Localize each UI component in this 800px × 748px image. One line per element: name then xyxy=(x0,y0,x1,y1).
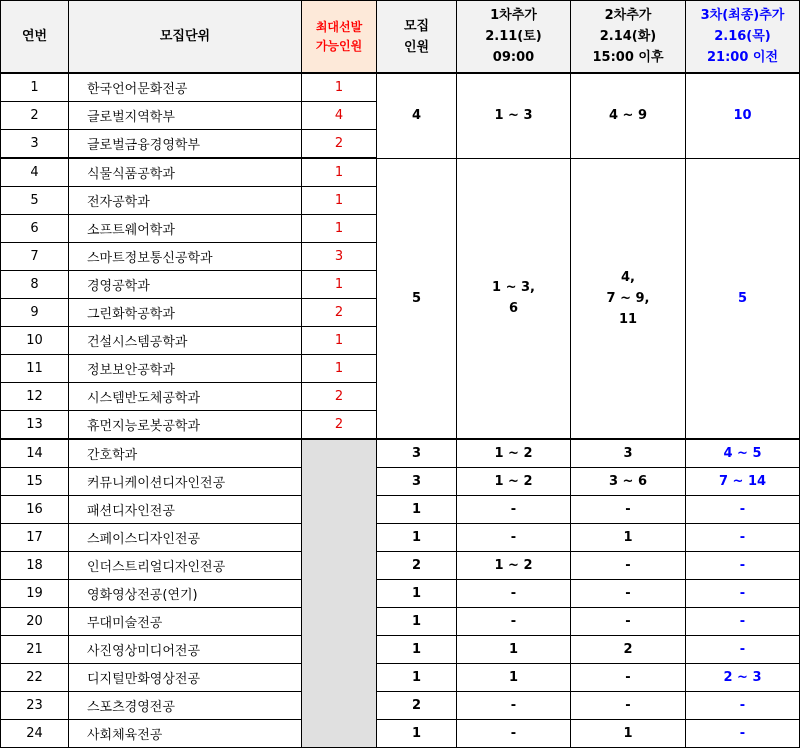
table-row xyxy=(1,158,800,187)
row-no: 11 xyxy=(1,355,69,383)
quota: 3 xyxy=(377,439,457,468)
unit-name: 그린화학공학과 xyxy=(69,299,302,327)
quota: 2 xyxy=(377,692,457,720)
max-selection: 3 xyxy=(302,243,377,271)
unit-name: 간호학과 xyxy=(69,439,302,468)
header-row xyxy=(1,1,800,74)
unit-name: 한국언어문화전공 xyxy=(69,73,302,102)
row-no: 5 xyxy=(1,187,69,215)
round2: 2 xyxy=(571,636,686,664)
max-selection: 2 xyxy=(302,411,377,440)
header-round2-line2: 2.14(화) xyxy=(599,29,657,44)
table-row xyxy=(1,608,800,636)
round1: - xyxy=(457,720,571,748)
round1: - xyxy=(457,692,571,720)
quota: 1 xyxy=(377,664,457,692)
group2-round2-line1: 4, xyxy=(621,269,635,285)
row-no: 7 xyxy=(1,243,69,271)
unit-name: 디지털만화영상전공 xyxy=(69,664,302,692)
header-max-selection xyxy=(302,1,377,74)
table-row xyxy=(1,552,800,580)
round3: - xyxy=(686,692,800,720)
group2-round2 xyxy=(571,158,686,439)
header-round2-line3: 15:00 이후 xyxy=(592,50,664,65)
unit-name: 패션디자인전공 xyxy=(69,496,302,524)
quota: 2 xyxy=(377,552,457,580)
round3: - xyxy=(686,608,800,636)
round2: 1 xyxy=(571,524,686,552)
quota: 1 xyxy=(377,580,457,608)
header-round1-line3: 09:00 xyxy=(492,50,535,65)
row-no: 10 xyxy=(1,327,69,355)
group2-quota: 5 xyxy=(377,158,457,439)
round2: - xyxy=(571,692,686,720)
header-max-line1: 최대선발 xyxy=(315,19,363,34)
round1: 1 ~ 2 xyxy=(457,468,571,496)
round3: 7 ~ 14 xyxy=(686,468,800,496)
unit-name: 스마트정보통신공학과 xyxy=(69,243,302,271)
round2: - xyxy=(571,552,686,580)
header-round3-line1: 3차(최종)추가 xyxy=(700,8,785,23)
round3: 4 ~ 5 xyxy=(686,439,800,468)
max-selection: 1 xyxy=(302,215,377,243)
round3: - xyxy=(686,720,800,748)
max-selection: 1 xyxy=(302,271,377,299)
quota: 1 xyxy=(377,608,457,636)
unit-name: 사회체육전공 xyxy=(69,720,302,748)
row-no: 4 xyxy=(1,158,69,187)
row-no: 1 xyxy=(1,73,69,102)
round1: 1 ~ 2 xyxy=(457,552,571,580)
round2: 3 xyxy=(571,439,686,468)
round1: - xyxy=(457,580,571,608)
round3: - xyxy=(686,636,800,664)
max-selection-blank xyxy=(302,439,377,748)
header-no: 연번 xyxy=(1,1,69,74)
row-no: 24 xyxy=(1,720,69,748)
unit-name: 시스템반도체공학과 xyxy=(69,383,302,411)
header-quota xyxy=(377,1,457,74)
row-no: 17 xyxy=(1,524,69,552)
round1: - xyxy=(457,608,571,636)
unit-name: 스포츠경영전공 xyxy=(69,692,302,720)
quota: 3 xyxy=(377,468,457,496)
header-round1-line1: 1차추가 xyxy=(490,8,537,23)
table-row xyxy=(1,720,800,748)
header-round1-line2: 2.11(토) xyxy=(485,29,542,44)
group1-quota: 4 xyxy=(377,73,457,158)
group1-round2: 4 ~ 9 xyxy=(571,73,686,158)
round2: - xyxy=(571,608,686,636)
unit-name: 인더스트리얼디자인전공 xyxy=(69,552,302,580)
unit-name: 식물식품공학과 xyxy=(69,158,302,187)
row-no: 16 xyxy=(1,496,69,524)
round3: - xyxy=(686,524,800,552)
row-no: 9 xyxy=(1,299,69,327)
table-row xyxy=(1,468,800,496)
max-selection: 2 xyxy=(302,130,377,159)
max-selection: 2 xyxy=(302,299,377,327)
group2-round3: 5 xyxy=(686,158,800,439)
row-no: 20 xyxy=(1,608,69,636)
header-max-line2: 가능인원 xyxy=(315,38,363,53)
unit-name: 경영공학과 xyxy=(69,271,302,299)
group2-round1 xyxy=(457,158,571,439)
unit-name: 휴먼지능로봇공학과 xyxy=(69,411,302,440)
round3: - xyxy=(686,496,800,524)
header-quota-line1: 모집 xyxy=(403,18,430,34)
group2-round1-line1: 1 ~ 3, xyxy=(492,280,535,296)
round3: 2 ~ 3 xyxy=(686,664,800,692)
max-selection: 4 xyxy=(302,102,377,130)
row-no: 8 xyxy=(1,271,69,299)
header-unit: 모집단위 xyxy=(69,1,302,74)
group2-round2-line3: 11 xyxy=(618,311,638,327)
group1-round3: 10 xyxy=(686,73,800,158)
quota: 1 xyxy=(377,636,457,664)
row-no: 2 xyxy=(1,102,69,130)
max-selection: 1 xyxy=(302,327,377,355)
round2: 1 xyxy=(571,720,686,748)
header-round1 xyxy=(457,1,571,74)
unit-name: 커뮤니케이션디자인전공 xyxy=(69,468,302,496)
unit-name: 건설시스템공학과 xyxy=(69,327,302,355)
max-selection: 1 xyxy=(302,187,377,215)
row-no: 14 xyxy=(1,439,69,468)
row-no: 12 xyxy=(1,383,69,411)
round1: 1 ~ 2 xyxy=(457,439,571,468)
table-row xyxy=(1,439,800,468)
group2-round1-line2: 6 xyxy=(508,301,519,317)
row-no: 19 xyxy=(1,580,69,608)
row-no: 15 xyxy=(1,468,69,496)
unit-name: 소프트웨어학과 xyxy=(69,215,302,243)
round2: 3 ~ 6 xyxy=(571,468,686,496)
round2: - xyxy=(571,496,686,524)
round3: - xyxy=(686,552,800,580)
round1: 1 xyxy=(457,664,571,692)
table-row xyxy=(1,496,800,524)
row-no: 6 xyxy=(1,215,69,243)
round1: - xyxy=(457,496,571,524)
unit-name: 글로벌지역학부 xyxy=(69,102,302,130)
round1: - xyxy=(457,524,571,552)
header-round2 xyxy=(571,1,686,74)
max-selection: 1 xyxy=(302,158,377,187)
table-row xyxy=(1,524,800,552)
table-row xyxy=(1,664,800,692)
header-round3 xyxy=(686,1,800,74)
group1-round1: 1 ~ 3 xyxy=(457,73,571,158)
max-selection: 1 xyxy=(302,73,377,102)
table-row xyxy=(1,580,800,608)
unit-name: 글로벌금융경영학부 xyxy=(69,130,302,159)
table-row xyxy=(1,692,800,720)
unit-name: 무대미술전공 xyxy=(69,608,302,636)
group2-round2-line2: 7 ~ 9, xyxy=(606,290,650,306)
unit-name: 정보보안공학과 xyxy=(69,355,302,383)
row-no: 3 xyxy=(1,130,69,159)
max-selection: 1 xyxy=(302,355,377,383)
header-round2-line1: 2차추가 xyxy=(604,8,652,23)
unit-name: 전자공학과 xyxy=(69,187,302,215)
header-round3-line3: 21:00 이전 xyxy=(706,50,779,65)
max-selection: 2 xyxy=(302,383,377,411)
header-quota-line2: 인원 xyxy=(403,39,430,55)
quota: 1 xyxy=(377,720,457,748)
row-no: 21 xyxy=(1,636,69,664)
unit-name: 스페이스디자인전공 xyxy=(69,524,302,552)
quota: 1 xyxy=(377,496,457,524)
quota: 1 xyxy=(377,524,457,552)
table-row xyxy=(1,73,800,102)
row-no: 22 xyxy=(1,664,69,692)
round3: - xyxy=(686,580,800,608)
table-row xyxy=(1,636,800,664)
round1: 1 xyxy=(457,636,571,664)
row-no: 18 xyxy=(1,552,69,580)
row-no: 23 xyxy=(1,692,69,720)
unit-name: 영화영상전공(연기) xyxy=(69,580,302,608)
row-no: 13 xyxy=(1,411,69,440)
round2: - xyxy=(571,664,686,692)
header-round3-line2: 2.16(목) xyxy=(714,29,771,44)
round2: - xyxy=(571,580,686,608)
unit-name: 사진영상미디어전공 xyxy=(69,636,302,664)
